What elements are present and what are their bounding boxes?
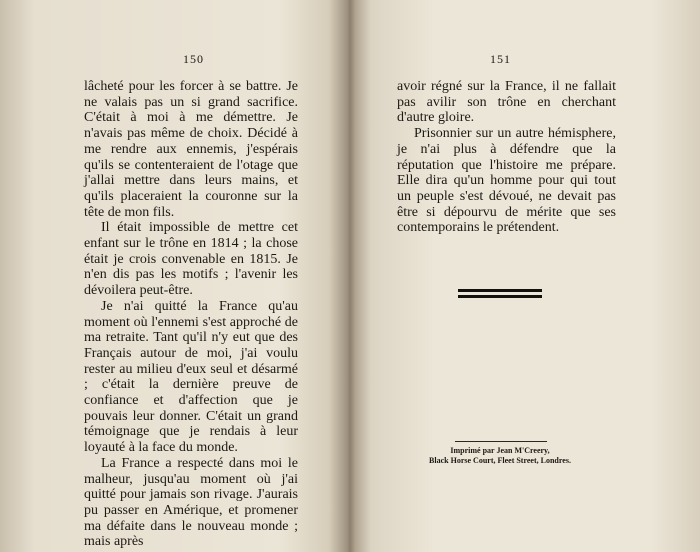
paragraph: Je n'ai quitté la France qu'au moment où l'ennemi s'est approché de ma retraite. Tant qu'il n'y eut que des Français autour de moi, j'ai voulu rester au milieu d'eux seul et désarmé ; c'était la dernière preuve de confiance et d'affection que je pouvais leur donner. C'était un grand témoignage que je rendais à leur loyauté à la face du monde. [84,298,298,456]
paragraph: La France a respecté dans moi le malheur, jusqu'au moment où j'ai quitté pour jamais son rivage. J'aurais pu passer en Amérique, et promener ma défaite dans le nouveau monde ; mais après [84,455,298,550]
paragraph: Prisonnier sur un autre hémisphere, je n'ai plus à défendre que la réputation que l'histoire me prépare. Elle dira qu'un homme pour qui tout un peuple s'est dévoué, ne devait pas être si dépourvu de mérite que ses contemporains le prétendent. [397,126,616,236]
paragraph: Il était impossible de mettre cet enfant sur le trône en 1814 ; la chose était je crois convenable en 1815. Je n'en dis pas les motifs ; l'avenir les dévoilera peut-être. [84,220,298,299]
imprint-rule [455,441,547,442]
right-page-body [397,79,616,236]
paragraph: lâcheté pour les forcer à se battre. Je ne valais pas un si grand sacrifice. C'était à moi à me démettre. Je n'avais pas même de choix. Décidé à me rendre aux ennemis, j'espérais qu'ils se contenteraient de l'otage que j'allai mettre dans leurs mains, et qu'ils placeraient la couronne sur la tête de mon fils. [84,79,298,220]
end-rule-top [458,289,542,292]
right-page [352,0,700,552]
paragraph: avoir régné sur la France, il ne fallait pas avilir son trône en cherchant d'autre gloire. [397,79,616,126]
left-page-body [84,79,298,550]
page-number-left: 150 [183,52,204,66]
end-rule-bottom [458,295,542,298]
printer-imprint [390,446,610,465]
imprint-line: Imprimé par Jean M'Creery, [450,446,550,455]
left-page [0,0,348,552]
page-number-right: 151 [490,52,511,66]
imprint-line: Black Horse Court, Fleet Street, Londres. [429,455,571,465]
